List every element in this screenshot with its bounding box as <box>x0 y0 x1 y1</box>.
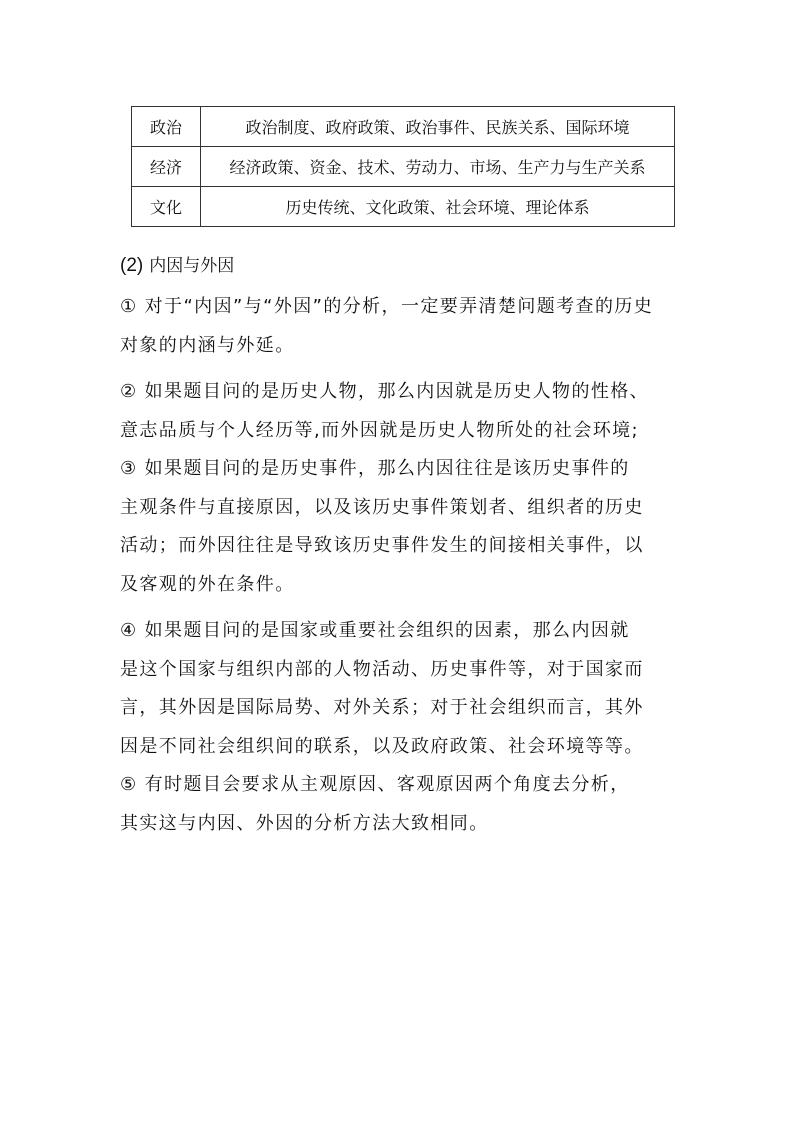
paragraph-line: 意志品质与个人经历等,而外因就是历史人物所处的社会环境; <box>120 419 639 441</box>
table-row <box>132 147 675 187</box>
table-cell-content: 经济政策、资金、技术、劳动力、市场、生产力与生产关系 <box>201 147 675 187</box>
table-cell-category: 政治 <box>132 107 201 147</box>
paragraph-line: 言，其外因是国际局势、对外关系；对于社会组织而言，其外 <box>120 697 644 718</box>
body-text <box>120 248 700 843</box>
paragraph-line: 是这个国家与组织内部的人物活动、历史事件等，对于国家而 <box>120 658 644 680</box>
paragraph-1 <box>120 288 700 365</box>
paragraph-3 <box>120 450 700 604</box>
table-cell-content: 政治制度、政府政策、政治事件、民族关系、国际环境 <box>201 107 675 147</box>
paragraph-line: ② 如果题目问的是历史人物，那么内因就是历史人物的性格、 <box>120 381 650 402</box>
section-heading <box>120 248 700 284</box>
table-cell-category: 文化 <box>132 187 201 227</box>
paragraph-2 <box>120 373 700 450</box>
table-cell-content: 历史传统、文化政策、社会环境、理论体系 <box>201 187 675 227</box>
paragraph-line: ④ 如果题目问的是国家或重要社会组织的因素，那么内因就 <box>120 620 630 641</box>
table-row <box>132 187 675 227</box>
table-row <box>132 107 675 147</box>
section-number: (2) <box>120 255 144 276</box>
table-cell-category: 经济 <box>132 147 201 187</box>
factors-table <box>131 106 675 227</box>
paragraph-4 <box>120 612 700 766</box>
paragraph-line: 因是不同社会组织间的联系，以及政府政策、社会环境等等。 <box>120 735 644 757</box>
section-title: 内因与外因 <box>149 256 235 276</box>
paragraph-line: ① 对于“内因”与“外因”的分析，一定要弄清楚问题考查的历史 <box>120 296 654 317</box>
paragraph-line: ③ 如果题目问的是历史事件，那么内因往往是该历史事件的 <box>120 458 630 479</box>
paragraph-line: 主观条件与直接原因，以及该历史事件策划者、组织者的历史 <box>120 496 644 518</box>
paragraph-5 <box>120 766 700 843</box>
paragraph-line: 其实这与内因、外因的分析方法大致相同。 <box>120 812 489 834</box>
paragraph-line: ⑤ 有时题目会要求从主观原因、客观原因两个角度去分析， <box>120 774 630 795</box>
paragraph-line: 对象的内涵与外延。 <box>120 334 295 356</box>
paragraph-line: 及客观的外在条件。 <box>120 573 295 595</box>
paragraph-line: 活动；而外因往往是导致该历史事件发生的间接相关事件，以 <box>120 535 644 556</box>
